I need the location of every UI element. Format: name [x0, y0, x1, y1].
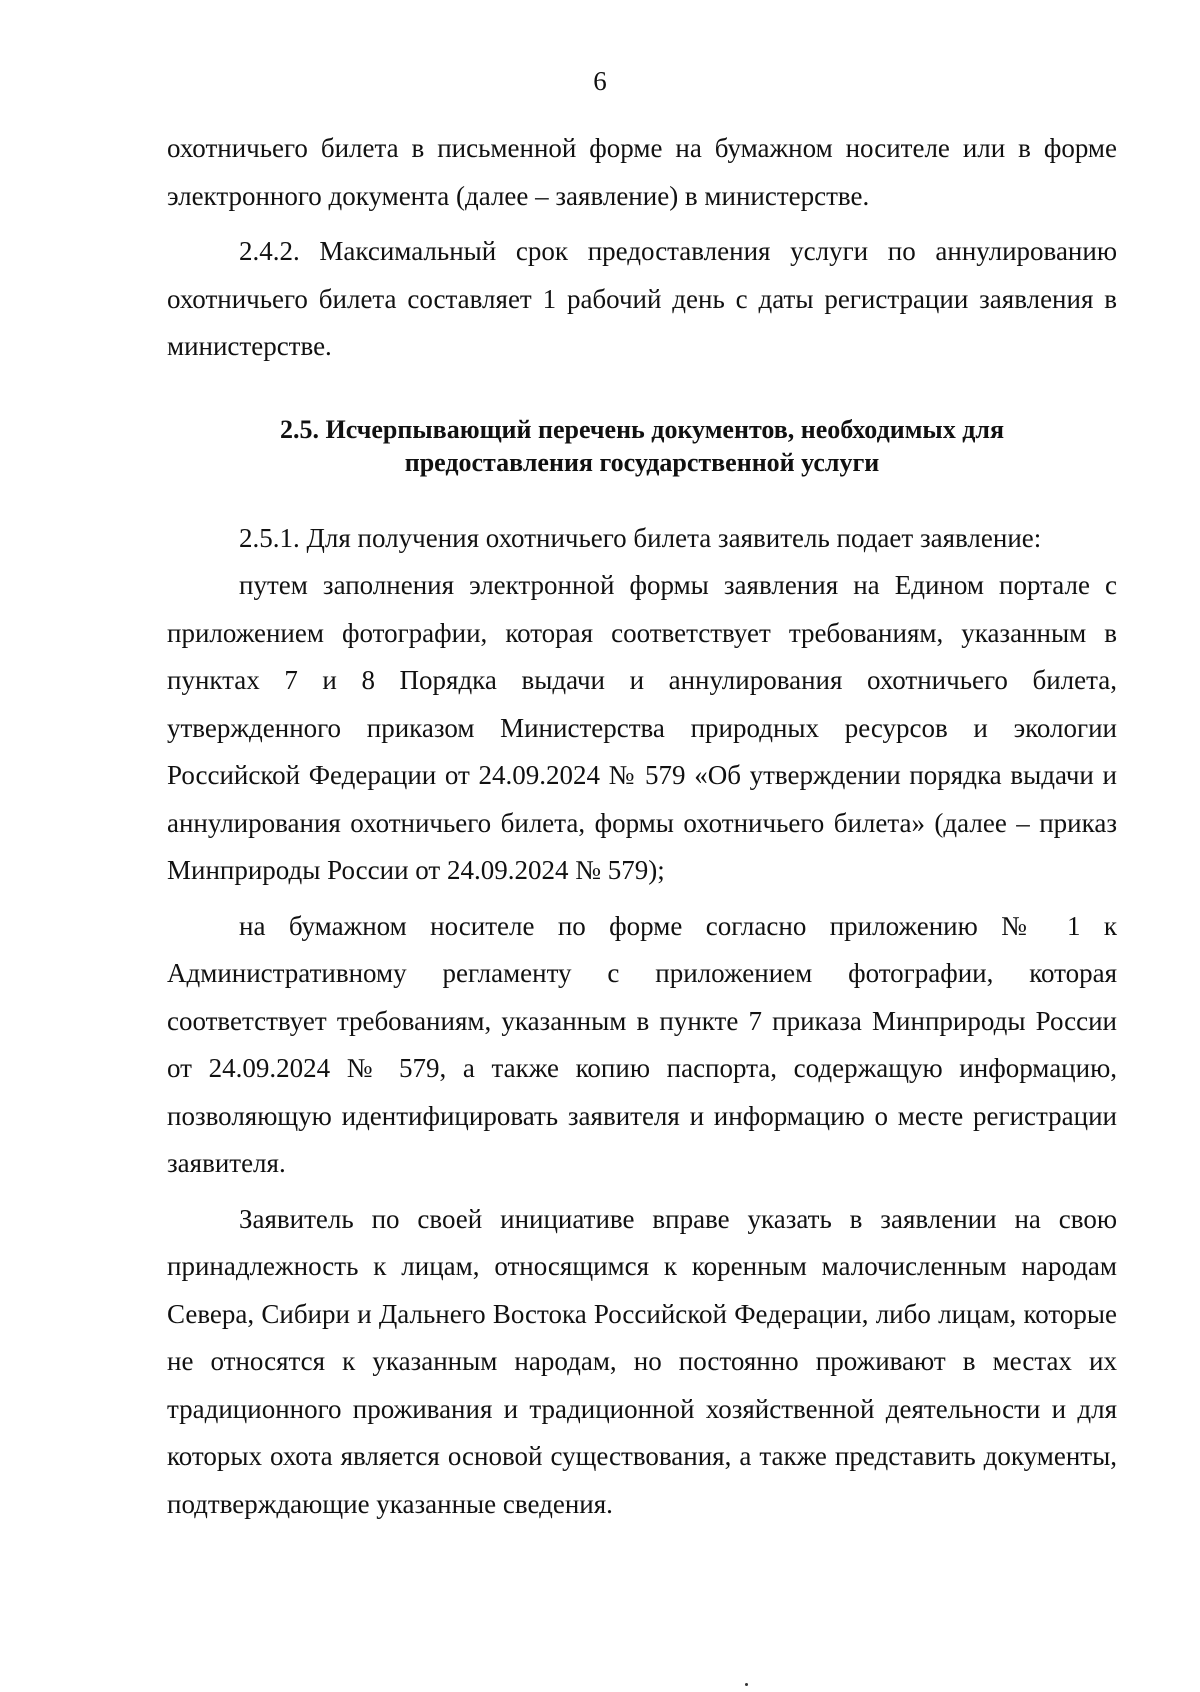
paragraph-applicant-initiative: Заявитель по своей инициативе вправе указать в заявлении на свою принадлежность к лицам, относящимся к коренным малочисленным народам Севера, Сибири и Дальнего Востока Российской Федерации, либо лицам, которые не относятся к указанным народам, но постоянно проживают в местах их традиционного проживания и традиционной хозяйственной деятельности и для которых охота является основой существования, а также представить документы, подтверждающие указанные сведения. — [167, 1203, 1117, 1519]
page-number: 6 — [593, 66, 607, 96]
section-heading-2-5: 2.5. Исчерпывающий перечень документов, необходимых для предоставления государственной услуги — [279, 414, 1005, 477]
paragraph-continuation: охотничьего билета в письменной форме на бумажном носителе или в форме электронного документа (далее – заявление) в министерстве. — [167, 133, 1117, 211]
scan-dot — [745, 1683, 748, 1686]
document-body — [167, 125, 1117, 1528]
paragraph-paper-form: на бумажном носителе по форме согласно приложению № 1 к Административному регламенту с приложением фотографии, которая соответствует требованиям, указанным в пункте 7 приказа Минприроды России от 24.09.2024 № 579, а также копию паспорта, содержащую информацию, позволяющую идентифицировать заявителя и информацию о месте регистрации заявителя. — [167, 910, 1117, 1178]
paragraph-electronic-form: путем заполнения электронной формы заявления на Едином портале с приложением фотографии, которая соответствует требованиям, указанным в пунктах 7 и 8 Порядка выдачи и аннулирования охотничьего билета, утвержденного приказом Министерства природных ресурсов и экологии Российской Федерации от 24.09.2024 № 579 «Об утверждении порядка выдачи и аннулирования охотничьего билета, формы охотничьего билета» (далее – приказ Минприроды России от 24.09.2024 № 579); — [167, 570, 1117, 885]
paragraph-2-4-2: 2.4.2. Максимальный срок предоставления услуги по аннулированию охотничьего билета составляет 1 рабочий день с даты регистрации заявления в министерстве. — [167, 236, 1117, 361]
paragraph-2-5-1: 2.5.1. Для получения охотничьего билета заявитель подает заявление: — [239, 522, 1042, 553]
